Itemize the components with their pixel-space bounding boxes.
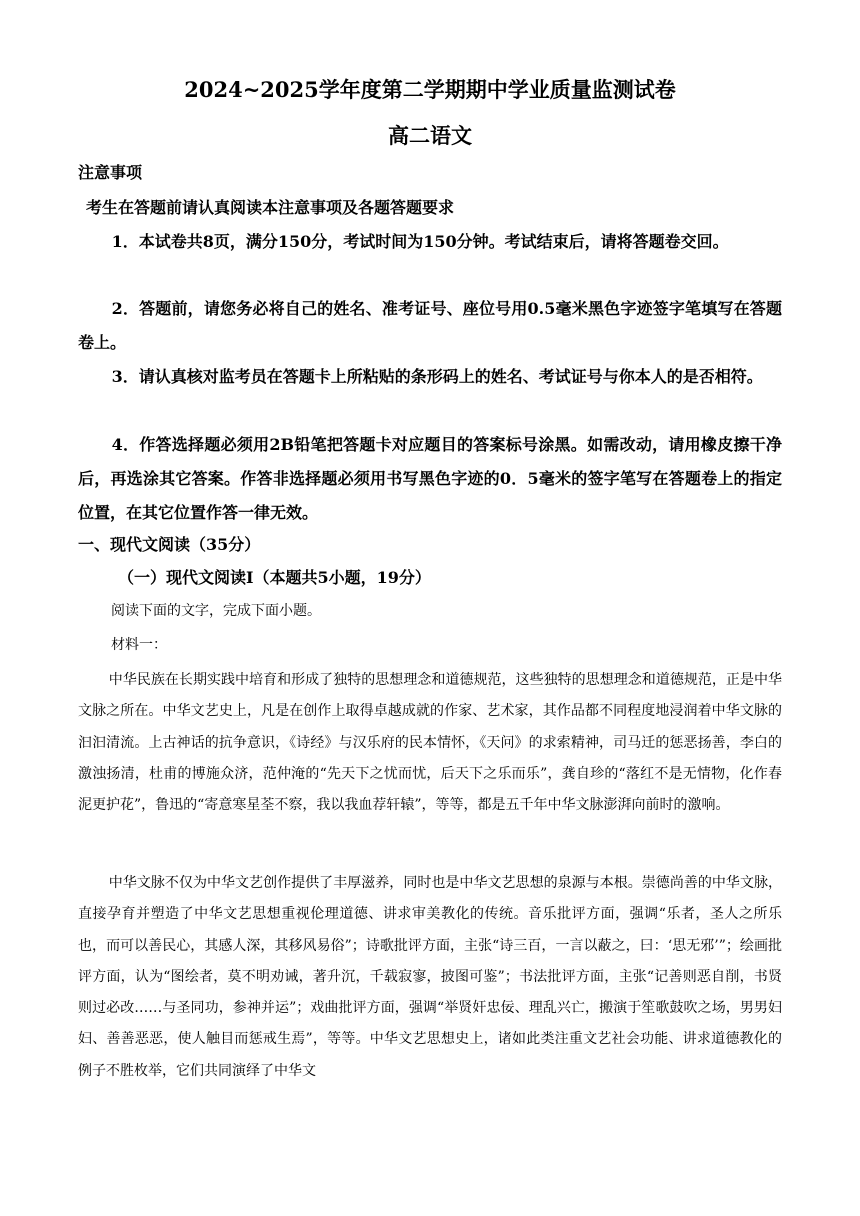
notice-item-4: 4．作答选择题必须用2B铅笔把答题卡对应题目的答案标号涂黑。如需改动，请用橡皮擦干净后，再选涂其它答案。作答非选择题必须用书写黑色字迹的0．5毫米的签字笔写在答题卷上的指定位置，在其它位置作答一律无效。 bbox=[78, 435, 782, 522]
notice-heading: 注意事项 bbox=[78, 163, 143, 182]
notice-item-1: 1．本试卷共8页，满分150分，考试时间为150分钟。考试结束后，请将答题卷交回。 bbox=[111, 232, 729, 251]
notice-item-3: 3．请认真核对监考员在答题卡上所粘贴的条形码上的姓名、考试证号与你本人的是否相符。 bbox=[111, 367, 763, 386]
subsection-heading: （一）现代文阅读Ⅰ（本题共5小题，19分） bbox=[118, 568, 431, 587]
passage-paragraph-1: 中华民族在长期实践中培育和形成了独特的思想理念和道德规范，这些独特的思想理念和道德规范，正是中华文脉之所在。中华文艺史上，凡是在创作上取得卓越成就的作家、艺术家，其作品都不同程度地浸润着中华文脉的汩汩清流。上古神话的抗争意识，《诗经》与汉乐府的民本情怀，《天问》的求索精神，司马迁的惩恶扬善，李白的激浊扬清，杜甫的博施众济，范仲淹的“先天下之忧而忧，后天下之乐而乐”，龚自珍的“落红不是无情物，化作春泥更护花”，鲁迅的“寄意寒星荃不察，我以我血荐轩辕”，等等，都是五千年中华文脉澎湃向前时的激响。 bbox=[78, 672, 782, 814]
section-heading: 一、现代文阅读（35分） bbox=[78, 535, 261, 554]
passage-paragraph-2: 中华文脉不仅为中华文艺创作提供了丰厚滋养，同时也是中华文艺思想的泉源与本根。崇德尚善的中华文脉，直接孕育并塑造了中华文艺思想重视伦理道德、讲求审美教化的传统。音乐批评方面，强调“乐者，圣人之所乐也，而可以善民心，其感人深，其移风易俗”；诗歌批评方面，主张“诗三百，一言以蔽之，曰：‘思无邪’”；绘画批评方面，认为“图绘者，莫不明劝诫，著升沉，千载寂寥，披图可鉴”；书法批评方面，主张“记善则恶自削，书贤则过必改……与圣同功，参神并运”；戏曲批评方面，强调“举贤奸忠佞、理乱兴亡，搬演于笙歌鼓吹之场，男男妇妇、善善恶恶，使人触目而惩戒生焉”，等等。中华文艺思想史上，诸如此类注重文艺社会功能、讲求道德教化的例子不胜枚举，它们共同演绎了中华文 bbox=[78, 875, 782, 1079]
material-label: 材料一： bbox=[111, 637, 167, 653]
exam-subtitle: 高二语文 bbox=[388, 123, 472, 148]
notice-intro: 考生在答题前请认真阅读本注意事项及各题答题要求 bbox=[86, 198, 455, 217]
exam-title: 2024~2025学年度第二学期期中学业质量监测试卷 bbox=[184, 77, 676, 102]
reading-instruction: 阅读下面的文字，完成下面小题。 bbox=[111, 603, 321, 619]
notice-item-2: 2．答题前，请您务必将自己的姓名、准考证号、座位号用0.5毫米黑色字迹签字笔填写在答题卷上。 bbox=[78, 299, 782, 352]
